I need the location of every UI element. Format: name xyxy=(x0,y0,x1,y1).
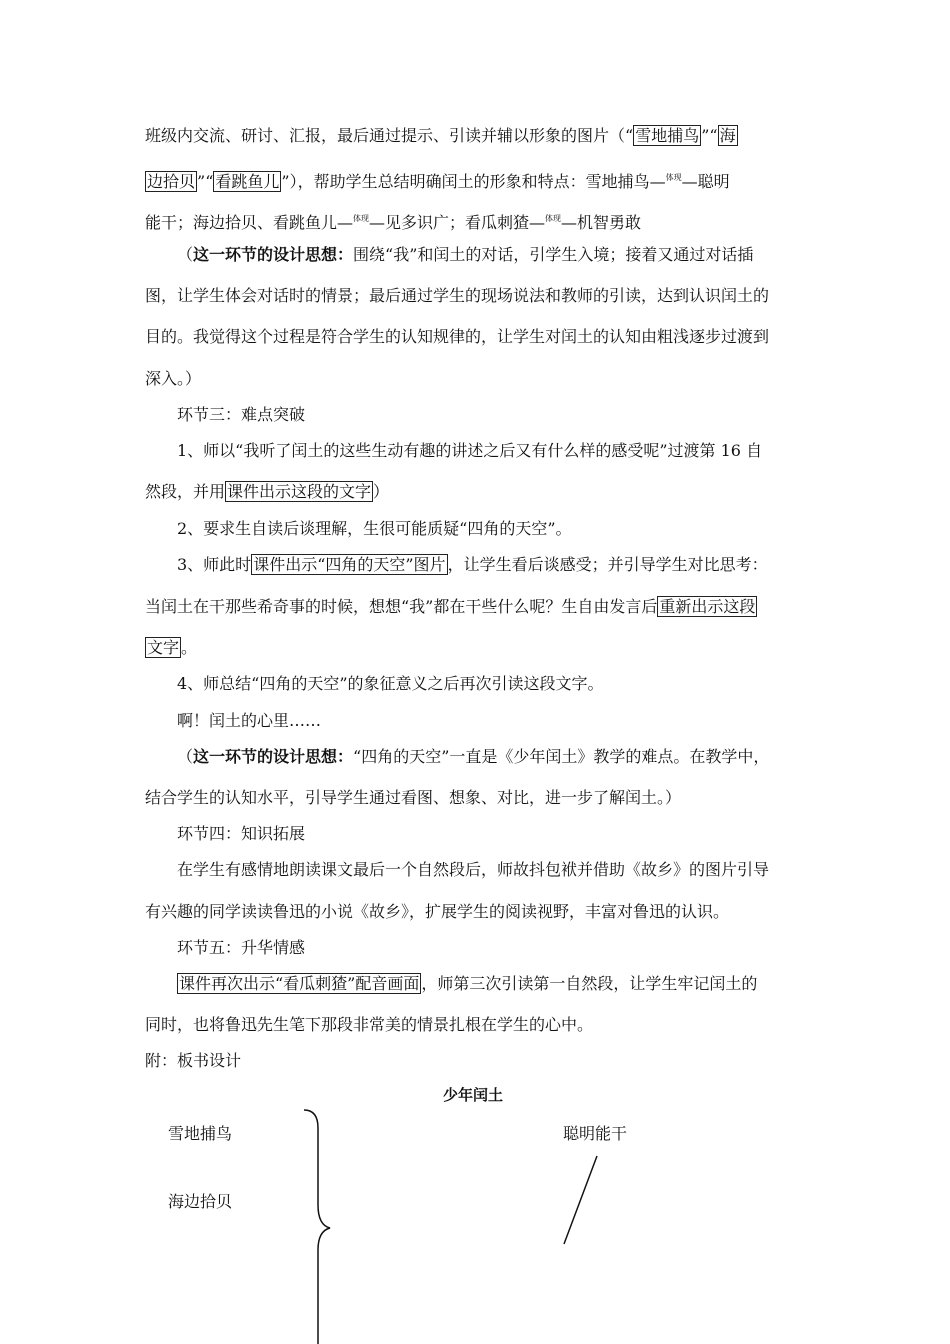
text-span: 。 xyxy=(181,638,198,657)
appendix-label: 附：板书设计 xyxy=(145,1051,242,1070)
text-span: （ xyxy=(177,245,194,264)
text-line: 有兴趣的同学读读鲁迅的小说《故乡》，扩展学生的阅读视野，丰富对鲁迅的认识。 xyxy=(145,902,730,921)
text-line: 2、要求生自读后谈理解，生很可能质疑“四角的天空”。 xyxy=(177,519,572,538)
text-span: 班级内交流、研讨、汇报，最后通过提示、引读并辅以形象的图片（“ xyxy=(145,126,634,145)
text-span: —机智勇敢 xyxy=(561,213,642,232)
text-span: —见多识广；看瓜刺猹— xyxy=(369,213,546,232)
text-span: 3、师此时 xyxy=(177,555,252,574)
boxed-text: 海 xyxy=(719,126,736,145)
board-left-item: 雪地捕鸟 xyxy=(168,1124,233,1143)
text-span: （ xyxy=(177,747,194,766)
text-line: 在学生有感情地朗读课文最后一个自然段后，师故抖包袱并借助《故乡》的图片引导 xyxy=(177,860,770,879)
text-span: ，师第三次引读第一自然段，让学生牢记闰土的 xyxy=(421,974,758,993)
boxed-text: 课件再次出示“看瓜刺猹”配音画面 xyxy=(179,974,420,993)
text-line: 1、师以“我听了闰土的这些生动有趣的讲述之后又有什么样的感受呢”过渡第 16 自 xyxy=(177,441,763,460)
section-heading: 环节三：难点突破 xyxy=(177,405,306,424)
curly-brace xyxy=(304,1110,330,1344)
boxed-text: 雪地捕鸟 xyxy=(635,126,700,145)
text-line: 结合学生的认知水平，引导学生通过看图、想象、对比，进一步了解闰土。） xyxy=(145,788,682,807)
superscript: 体现 xyxy=(665,173,682,182)
boxed-text: 边拾贝 xyxy=(147,172,196,191)
text-line: 啊！闰土的心里…… xyxy=(177,711,322,730)
text-span: ”“ xyxy=(701,126,718,145)
text-span: 能干；海边拾贝、看跳鱼儿— xyxy=(145,213,354,232)
boxed-text: 课件出示这段的文字 xyxy=(227,482,372,501)
boxed-text: 课件出示“四角的天空”图片 xyxy=(253,555,446,574)
boxed-text: 重新出示这段 xyxy=(659,597,756,616)
design-label: 这一环节的设计思想： xyxy=(193,747,354,766)
text-line: 4、师总结“四角的天空”的象征意义之后再次引读这段文字。 xyxy=(177,674,604,693)
superscript: 体现 xyxy=(353,214,370,223)
board-title: 少年闰土 xyxy=(443,1086,504,1104)
text-span: 当闰土在干那些希奇事的时候，想想“我”都在干些什么呢？生自由发言后 xyxy=(145,597,658,616)
boxed-text: 文字 xyxy=(147,638,180,657)
text-span: 然段，并用 xyxy=(145,482,226,501)
text-span: 围绕“我”和闰土的对话，引学生入境；接着又通过对话插 xyxy=(353,245,754,264)
section-heading: 环节五：升华情感 xyxy=(177,938,306,957)
text-span: ，让学生看后谈感受；并引导学生对比思考： xyxy=(447,555,768,574)
boxed-text: 看跳鱼儿 xyxy=(215,172,280,191)
text-line: 目的。我觉得这个过程是符合学生的认知规律的，让学生对闰土的认知由粗浅逐步过渡到 xyxy=(145,327,770,346)
text-line: 图，让学生体会对话时的情景；最后通过学生的现场说法和教师的引读，达到认识闰土的 xyxy=(145,286,770,305)
text-line: 深入。） xyxy=(145,369,202,388)
text-span: ”“ xyxy=(197,172,214,191)
text-line: 同时，也将鲁迅先生笔下那段非常美的情景扎根在学生的心中。 xyxy=(145,1015,594,1034)
text-span: ”），帮助学生总结明确闰土的形象和特点：雪地捕鸟— xyxy=(281,172,666,191)
board-left-item: 海边拾贝 xyxy=(168,1192,233,1211)
text-span: “四角的天空”一直是《少年闰土》教学的难点。在教学中， xyxy=(353,747,770,766)
design-label: 这一环节的设计思想： xyxy=(193,245,354,264)
text-span: ） xyxy=(373,482,390,501)
superscript: 体现 xyxy=(545,214,562,223)
text-span: —聪明 xyxy=(681,172,730,191)
board-right-item: 聪明能干 xyxy=(563,1124,628,1143)
connector-line xyxy=(564,1156,597,1244)
section-heading: 环节四：知识拓展 xyxy=(177,824,306,843)
